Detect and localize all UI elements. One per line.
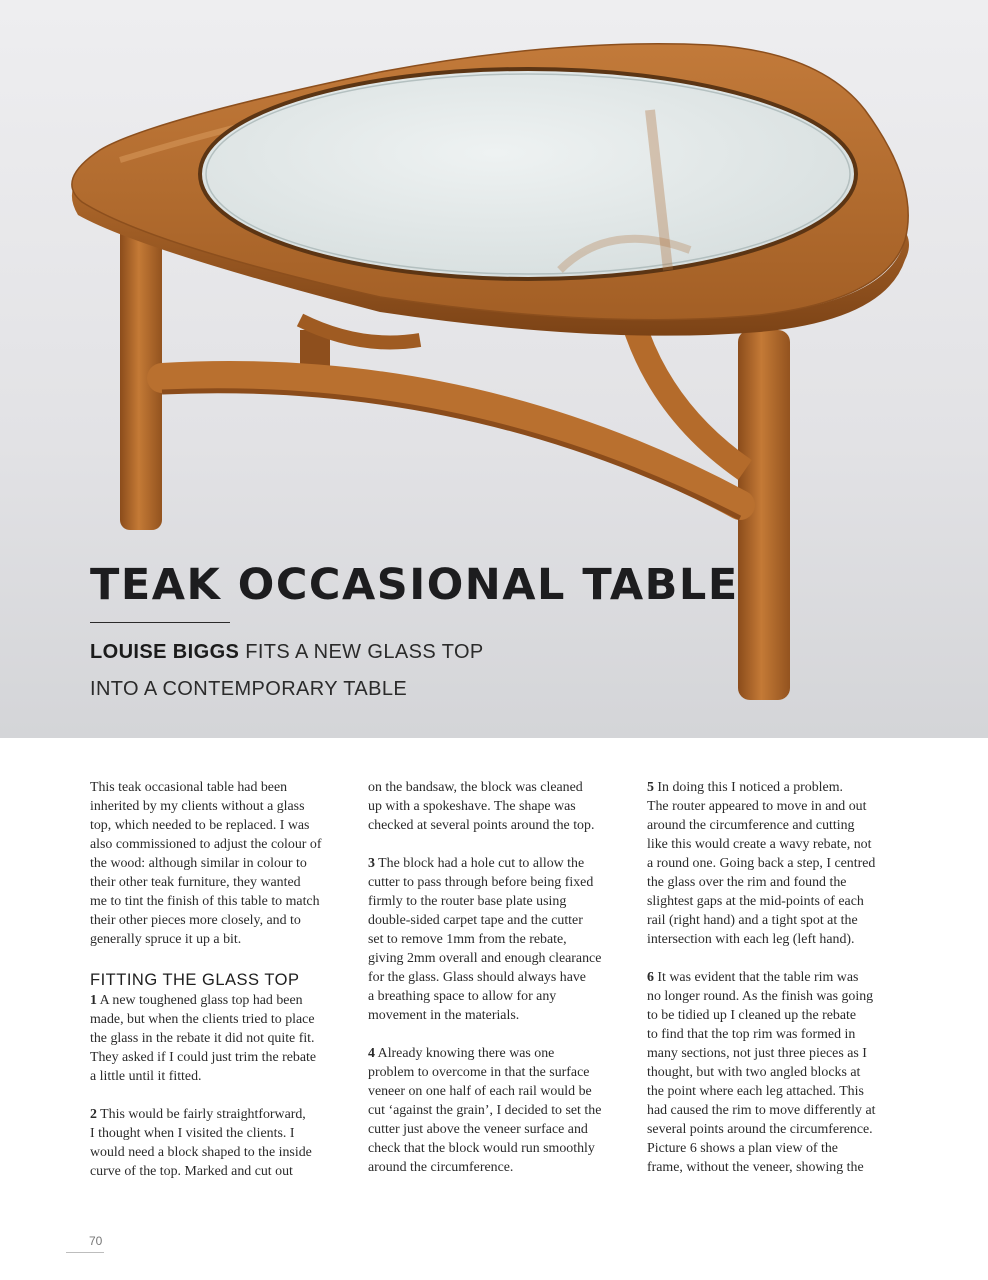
step-paragraph-5 [647, 778, 897, 949]
step-number: 6 [647, 970, 654, 985]
step-text: This would be fairly straightforward, I thought when I visited the clients. I would need a block shaped to the inside curve of the top. Marked and cut out [90, 1107, 312, 1179]
glass-top [200, 69, 856, 279]
step-number: 2 [90, 1107, 97, 1122]
page-number: 70 [89, 1234, 103, 1248]
step-text: A new toughened glass top had been made, but when the clients tried to place the glass in the rebate it did not quite fit. They asked if I could just trim the rebate a little until it fitted. [90, 993, 317, 1084]
step-2-continued: on the bandsaw, the block was cleaned up with a spokeshave. The shape was checked at several points around the top. [368, 780, 595, 833]
step-paragraph-4 [368, 1044, 618, 1177]
intro-paragraph: This teak occasional table had been inherited by my clients without a glass top, which needed to be replaced. I was also commissioned to adjust the colour of the wood: although similar in colour to their other teak furniture, they wanted me to tint the finish of this table to match their other pieces more closely, and to generally spruce it up a bit. [90, 780, 322, 947]
step-number: 3 [368, 856, 375, 871]
title-divider [90, 622, 230, 623]
step-number: 4 [368, 1046, 375, 1061]
text-column-2 [368, 778, 618, 1177]
subtitle-text: FITS A NEW GLASS TOP [239, 641, 484, 663]
step-paragraph-3 [368, 854, 618, 1025]
step-number: 5 [647, 780, 654, 795]
article-title: TEAK OCCASIONAL TABLE [90, 560, 739, 610]
subtitle-line-2: INTO A CONTEMPORARY TABLE [90, 678, 408, 700]
step-paragraph-1 [90, 991, 340, 1086]
step-paragraph-6 [647, 968, 897, 1177]
text-column-3 [647, 778, 897, 1177]
author-name: LOUISE BIGGS [90, 641, 240, 663]
step-text: The block had a hole cut to allow the cutter to pass through before being fixed firmly to the router base plate using double-sided carpet tape and the cutter set to remove 1mm from the rebate, giving 2mm overall and enough clearance for the glass. Glass should always have a breathing space to allow for any movement in the materials. [368, 856, 602, 1023]
step-paragraph-2 [90, 1105, 340, 1181]
section-heading: FITTING THE GLASS TOP [90, 971, 300, 989]
step-text: It was evident that the table rim was no longer round. As the finish was going to be tidied up I cleaned up the rebate to find that the top rim was formed in many sections, not just three pieces as I thought, but with two angled blocks at the point where each leg attached. This had caused the rim to move differently at several points around the circumference. Picture 6 shows a plan view of the frame, without the veneer, showing the [647, 970, 876, 1175]
subtitle-line-1 [90, 641, 484, 664]
text-column-1 [90, 778, 340, 1181]
page-number-rule [66, 1252, 104, 1253]
step-text: Already knowing there was one problem to overcome in that the surface veneer on one half of each rail would be cut ‘against the grain’, I decided to set the cutter just above the veneer surface and check that the block would run smoothly around the circumference. [368, 1046, 602, 1175]
step-text: In doing this I noticed a problem. The router appeared to move in and out around the circumference and cutting like this would create a wavy rebate, not a round one. Going back a step, I centred the glass over the rim and found the slightest gaps at the mid-points of each rail (right hand) and a tight spot at the intersection with each leg (left hand). [647, 780, 876, 947]
step-number: 1 [90, 993, 97, 1008]
